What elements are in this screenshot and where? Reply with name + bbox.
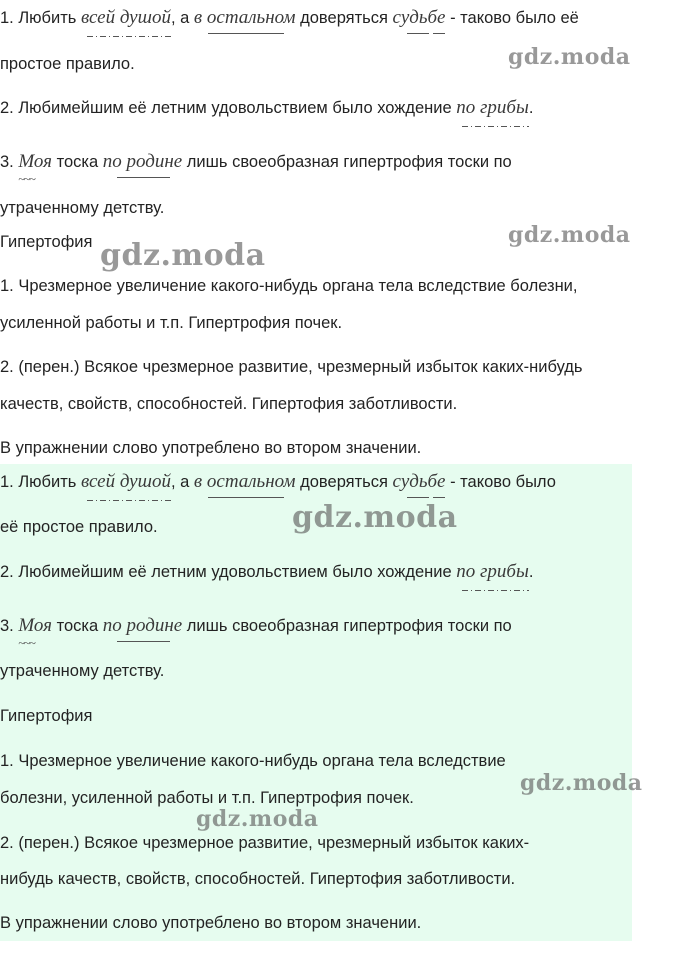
s1-sentence-3-line-2: утраченному детству. bbox=[0, 199, 165, 217]
s2-sentence-1-line-1: 1. Любить всей душой, а в остальном доверяться судьбе - таково было bbox=[0, 471, 556, 492]
s2-sentence-3-line-1: 3. Моя ~~~ тоска по родине лишь своеобразная гипертрофия тоски по bbox=[0, 615, 512, 650]
s1-definition-2-line-1: 2. (перен.) Всякое чрезмерное развитие, чрезмерный избыток каких-нибудь bbox=[0, 358, 583, 376]
s2-term: Гипертофия bbox=[0, 707, 93, 725]
adverbial-phrase: всей душой bbox=[80, 471, 171, 492]
adverbial-phrase: в остальном bbox=[193, 7, 296, 28]
adverbial-phrase: всей душой bbox=[80, 7, 171, 28]
s2-conclusion: В упражнении слово употреблено во втором значении. bbox=[0, 914, 422, 932]
attribute-word: Моя ~~~ bbox=[18, 615, 52, 650]
s1-definition-1-line-2: усиленной работы и т.п. Гипертрофия почек. bbox=[0, 314, 343, 332]
s2-definition-2-line-2: нибудь качеств, свойств, способностей. Гипертофия заботливости. bbox=[0, 870, 516, 888]
adverbial-phrase: по грибы bbox=[456, 97, 529, 118]
watermark: gdz.moda bbox=[508, 44, 631, 70]
s1-sentence-3-line-1: 3. Моя ~~~ тоска по родине лишь своеобразная гипертрофия тоски по bbox=[0, 151, 512, 186]
s1-sentence-1-line-2: простое правило. bbox=[0, 55, 135, 73]
watermark: gdz.moda bbox=[520, 770, 643, 796]
s1-conclusion: В упражнении слово употреблено во втором значении. bbox=[0, 439, 422, 457]
s1-sentence-1-line-1: 1. Любить всей душой, а в остальном доверяться судьбе - таково было её bbox=[0, 7, 579, 28]
adverbial-phrase: в остальном bbox=[193, 471, 296, 492]
watermark: gdz.moda bbox=[196, 806, 319, 832]
s2-definition-1-line-1: 1. Чрезмерное увеличение какого-нибудь органа тела вследствие bbox=[0, 752, 506, 770]
s1-term: Гипертофия bbox=[0, 233, 93, 251]
wavy-underline: ~~~ bbox=[18, 172, 35, 186]
s2-definition-2-line-1: 2. (перен.) Всякое чрезмерное развитие, чрезмерный избыток каких- bbox=[0, 834, 530, 852]
adverbial-phrase: по грибы bbox=[456, 561, 529, 582]
object-word: судьбе bbox=[392, 471, 446, 492]
s1-definition-1-line-1: 1. Чрезмерное увеличение какого-нибудь органа тела вследствие болезни, bbox=[0, 277, 578, 295]
object-word: судьбе bbox=[392, 7, 446, 28]
s2-definition-1-line-2: болезни, усиленной работы и т.п. Гипертрофия почек. bbox=[0, 789, 414, 807]
s2-sentence-2: 2. Любимейшим её летним удовольствием было хождение по грибы. bbox=[0, 561, 534, 582]
wavy-underline: ~~~ bbox=[18, 636, 35, 650]
s2-sentence-1-line-2: её простое правило. bbox=[0, 518, 158, 536]
object-phrase: по родине bbox=[102, 151, 183, 172]
watermark: gdz.moda bbox=[100, 238, 266, 273]
attribute-word: Моя ~~~ bbox=[18, 151, 52, 186]
s2-sentence-3-line-2: утраченному детству. bbox=[0, 662, 165, 680]
watermark: gdz.moda bbox=[508, 222, 631, 248]
s1-definition-2-line-2: качеств, свойств, способностей. Гипертофия заботливости. bbox=[0, 395, 458, 413]
s1-sentence-2: 2. Любимейшим её летним удовольствием было хождение по грибы. bbox=[0, 97, 534, 118]
watermark: gdz.moda bbox=[292, 500, 458, 535]
object-phrase: по родине bbox=[102, 615, 183, 636]
